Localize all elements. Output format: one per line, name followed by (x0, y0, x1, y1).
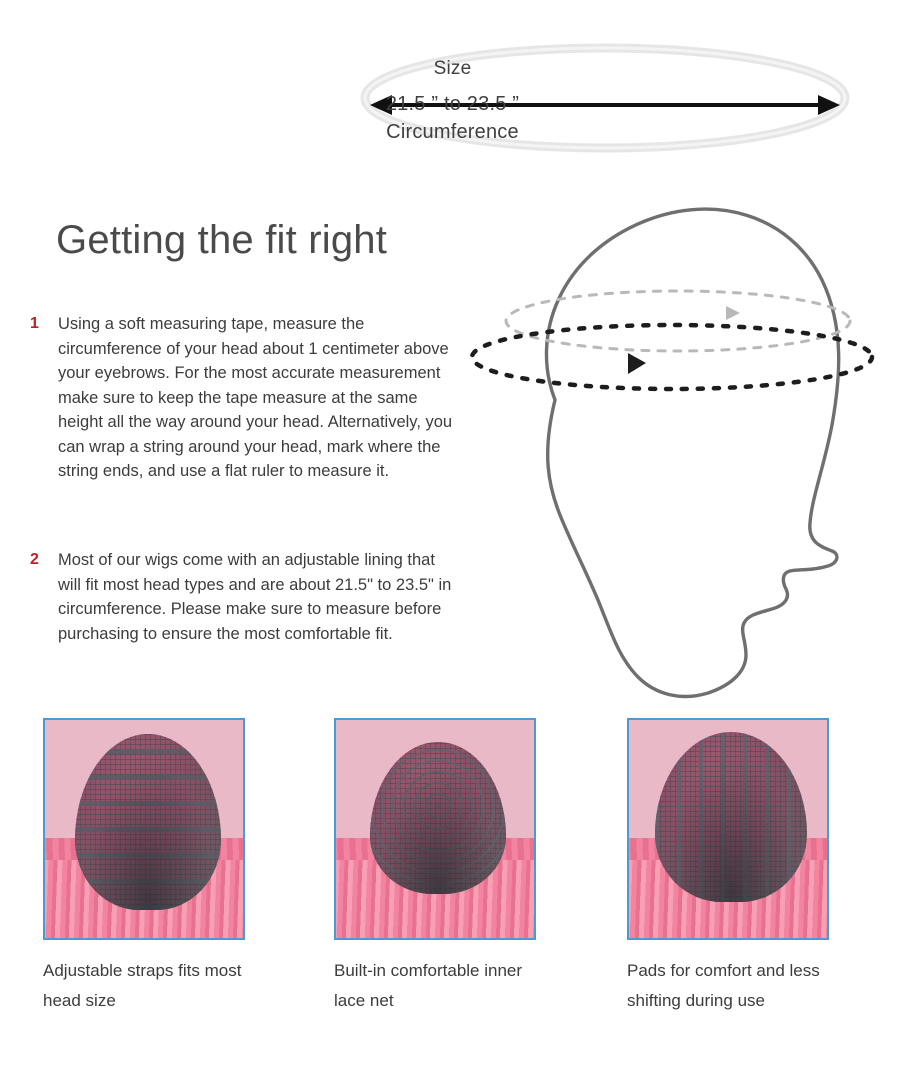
size-diagram (0, 0, 905, 185)
size-title: Size (433, 58, 472, 79)
size-circumference-label: Circumference (386, 121, 519, 143)
feature-card-caption: Built-in comfortable inner lace net (334, 961, 523, 1010)
feature-card-caption: Pads for comfort and less shifting during use (627, 961, 820, 1010)
fit-step-1 (30, 312, 460, 484)
page-title: Getting the fit right (56, 218, 388, 262)
head-profile-illustration (460, 185, 900, 705)
wig-cap-illustration (75, 734, 221, 910)
fit-step-2 (30, 548, 460, 646)
feature-card (627, 718, 831, 1016)
fit-step-1-text: Using a soft measuring tape, measure the circumference of your head about 1 centimeter above your eyebrows. For the most accurate measurement make sure to keep the tape measure at the same height all the way around your head. Alternatively, you can wrap a string around your head, mark where the string ends, and use a flat ruler to measure it. (58, 315, 453, 480)
wig-cap-illustration (655, 732, 807, 902)
size-value: 21.5 ” to 23.5 ” (385, 93, 520, 115)
fit-step-2-text: Most of our wigs come with an adjustable lining that will fit most head types and are about 21.5" to 23.5" in circumference. Please make sure to measure before purchasing to ensure the most comfortable fit. (58, 551, 452, 643)
wig-cap-illustration (370, 742, 506, 894)
feature-cards (0, 718, 905, 1058)
wig-cap-photo-inner-lace-net (334, 718, 536, 940)
fit-step-1-number: 1 (30, 315, 39, 332)
feature-card (43, 718, 247, 1016)
feature-card (334, 718, 538, 1016)
feature-card-caption: Adjustable straps fits most head size (43, 961, 242, 1010)
wig-cap-photo-comfort-pads (627, 718, 829, 940)
fit-step-2-number: 2 (30, 551, 39, 568)
wig-cap-photo-adjustable-straps (43, 718, 245, 940)
